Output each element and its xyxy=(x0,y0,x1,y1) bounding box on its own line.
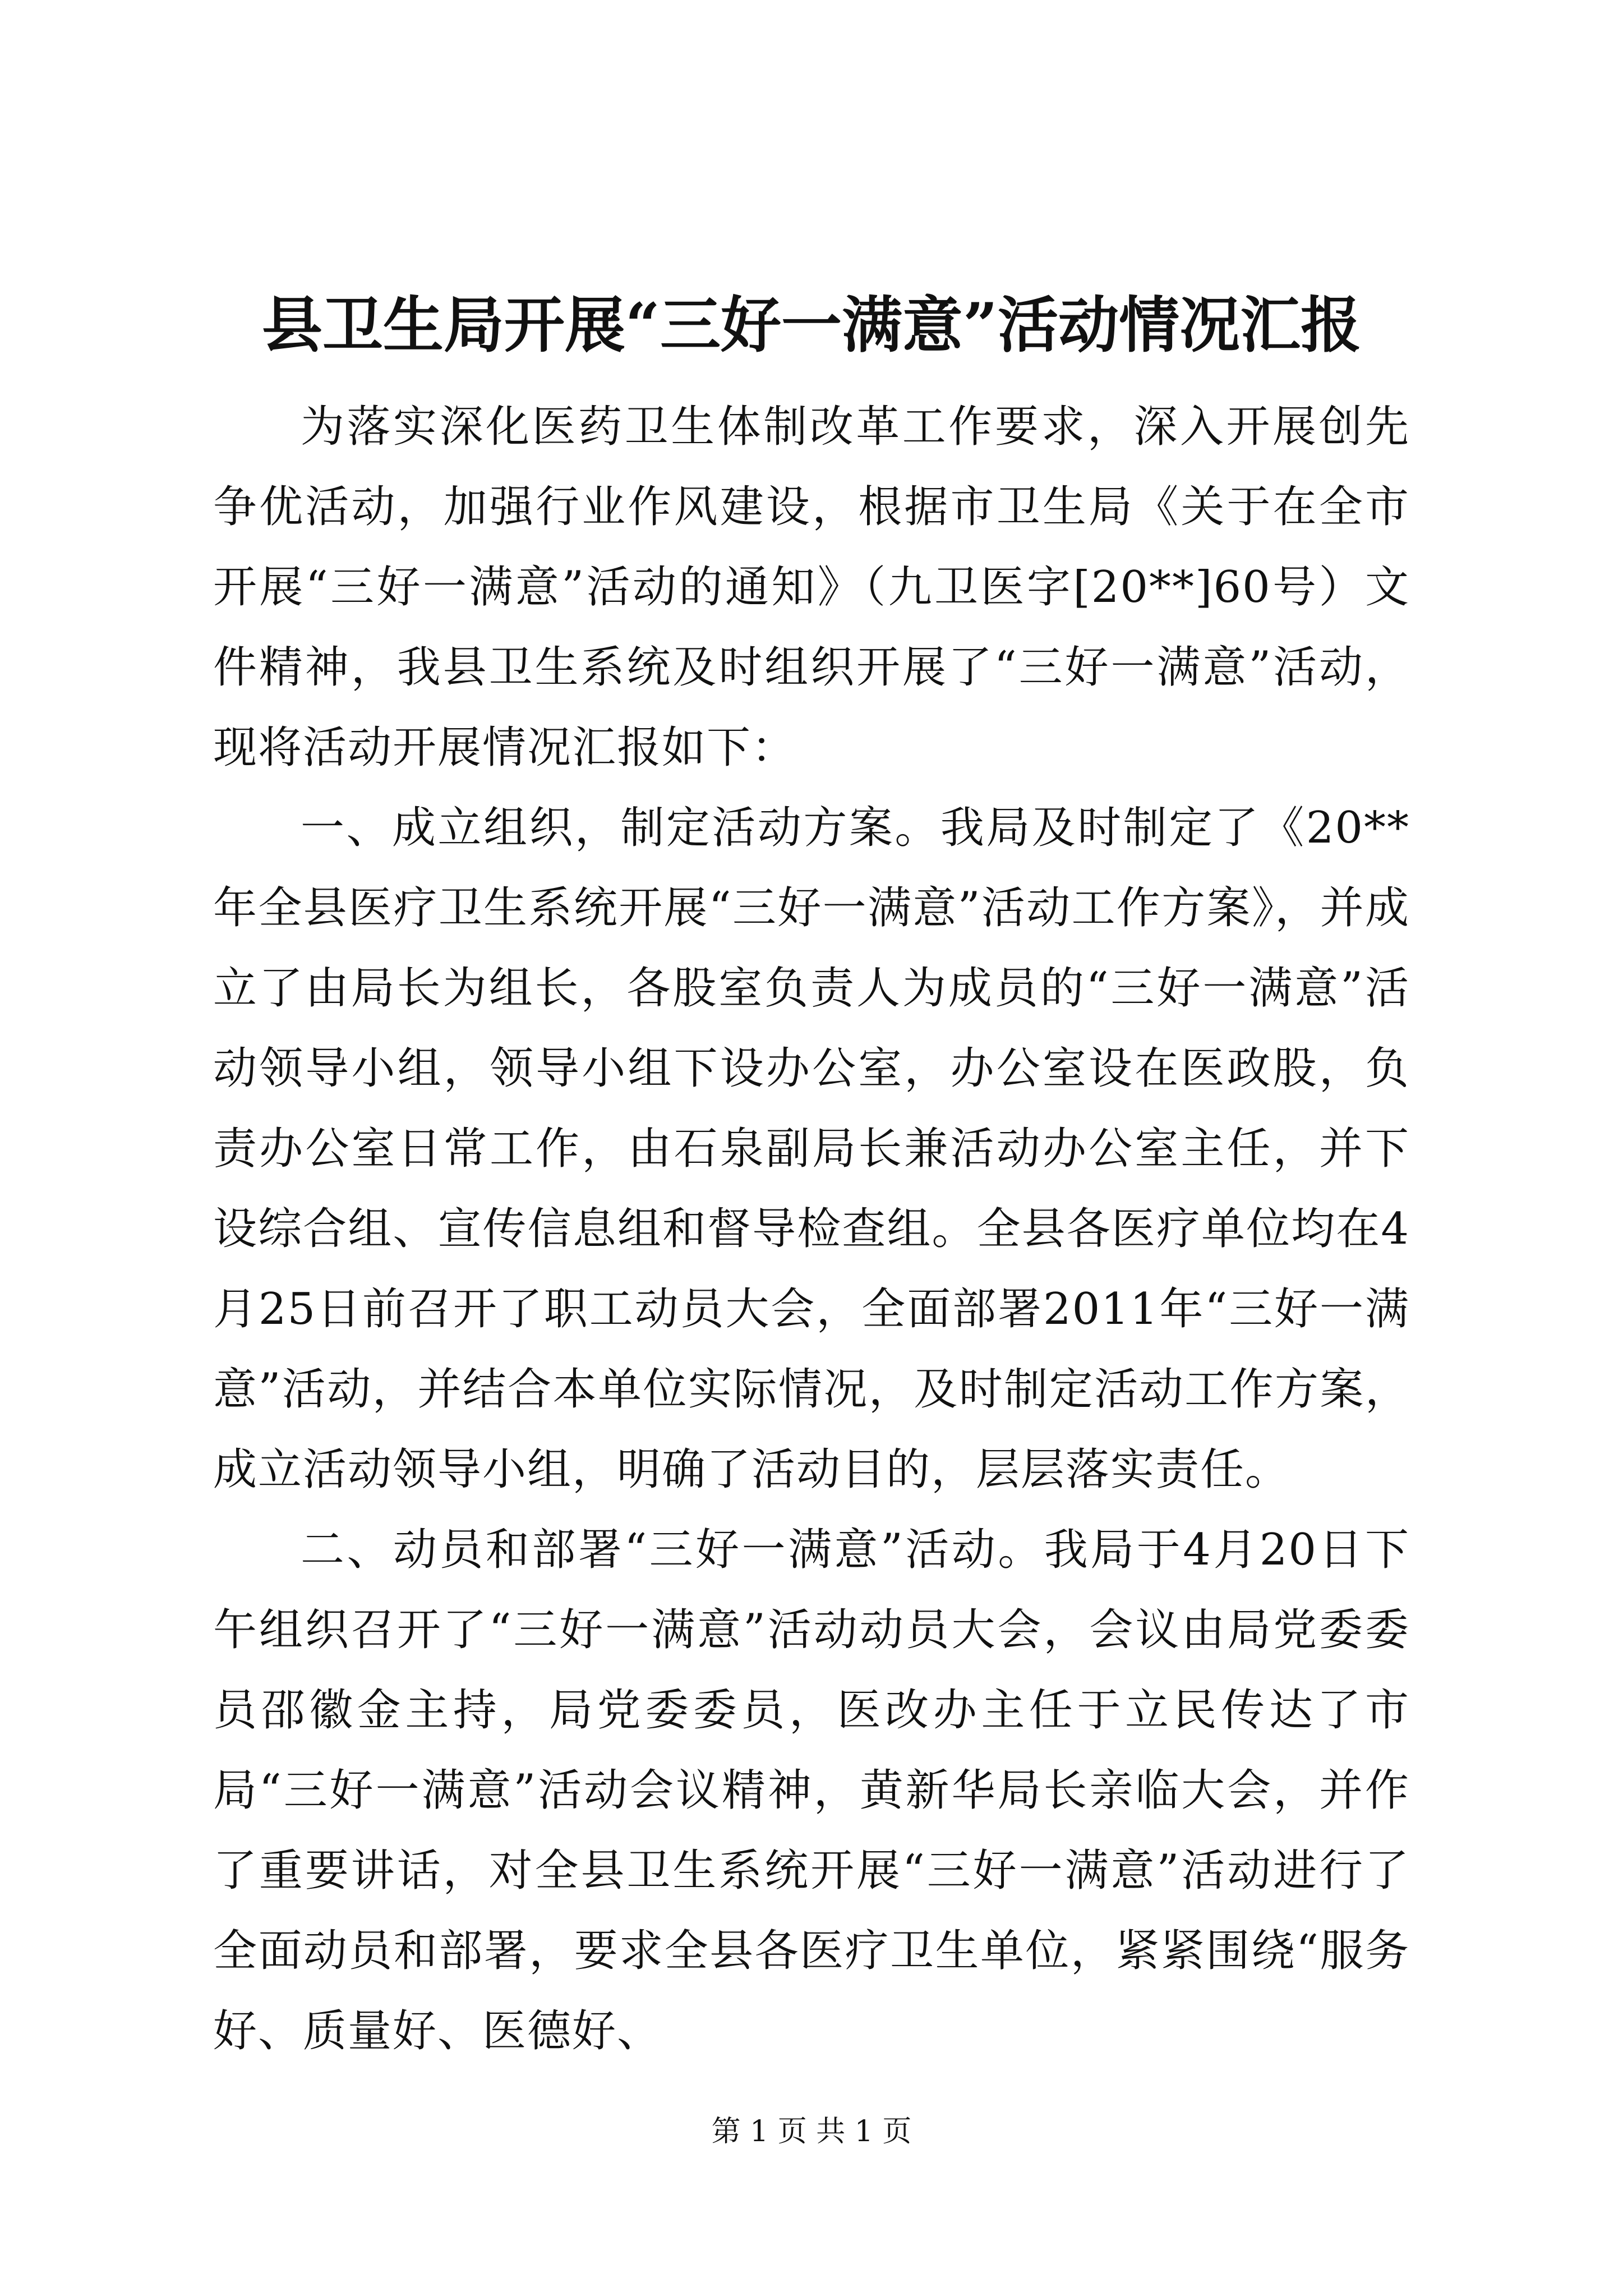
paragraph-section-1: 一、成立组织，制定活动方案。我局及时制定了《20**年全县医疗卫生系统开展“三好一满意”活动工作方案》，并成立了由局长为组长，各股室负责人为成员的“三好一满意”活动领导小组，领导小组下设办公室，办公室设在医政股，负责办公室日常工作，由石泉副局长兼活动办公室主任，并下设综合组、宣传信息组和督导检查组。全县各医疗单位均在4月25日前召开了职工动员大会，全面部署2011年“三好一满意”活动，并结合本单位实际情况，及时制定活动工作方案，成立活动领导小组，明确了活动目的，层层落实责任。 xyxy=(213,803,1410,1495)
document-body xyxy=(213,387,1410,2072)
document-title: 县卫生局开展“三好一满意”活动情况汇报 xyxy=(261,290,1362,361)
paragraph-intro: 为落实深化医药卫生体制改革工作要求，深入开展创先争优活动，加强行业作风建设，根据市卫生局《关于在全市开展“三好一满意”活动的通知》（九卫医字[20**]60号）文件精神，我县卫生系统及时组织开展了“三好一满意”活动，现将活动开展情况汇报如下： xyxy=(213,402,1410,773)
paragraph-section-2: 二、动员和部署“三好一满意”活动。我局于4月20日下午组织召开了“三好一满意”活动动员大会，会议由局党委委员邵徽金主持，局党委委员，医改办主任于立民传达了市局“三好一满意”活动会议精神，黄新华局长亲临大会，并作了重要讲话，对全县卫生系统开展“三好一满意”活动进行了全面动员和部署，要求全县各医疗卫生单位，紧紧围绕“服务好、质量好、医德好、 xyxy=(213,1525,1410,2056)
page-footer: 第 1 页 共 1 页 xyxy=(711,2115,912,2148)
